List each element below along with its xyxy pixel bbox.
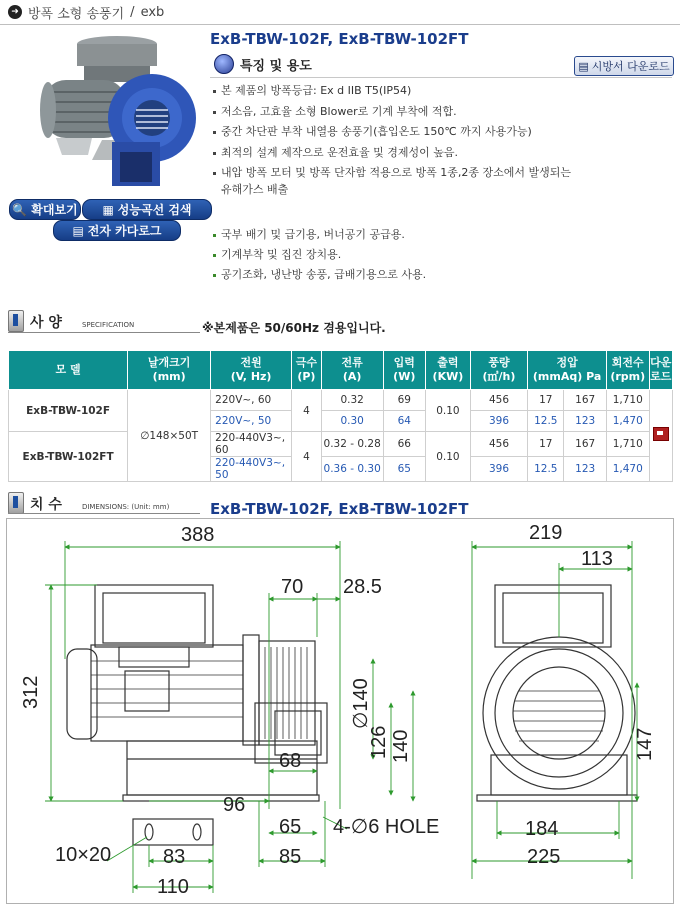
poles-cell: 4 xyxy=(292,390,322,432)
section-icon xyxy=(8,492,24,514)
header-rpm: 회전수 (rpm) xyxy=(606,351,649,390)
product-title: ExB-TBW-102F, ExB-TBW-102FT xyxy=(210,30,469,48)
pa-cell: 123 xyxy=(564,457,607,482)
mmaq-cell: 12.5 xyxy=(528,457,564,482)
feature-item: 최적의 설계 제작으로 운전효율 및 경제성이 높음. xyxy=(213,146,458,160)
header-model: 모 델 xyxy=(9,351,128,390)
header-poles: 극수 (P) xyxy=(292,351,322,390)
input-cell: 66 xyxy=(383,432,426,457)
power-cell: 220-440V3~, 50 xyxy=(211,457,292,482)
dim-68: 68 xyxy=(279,750,302,772)
breadcrumb-separator: / xyxy=(130,4,135,20)
use-item: 기계부착 및 집진 장치용. xyxy=(213,248,341,262)
power-cell: 220V~, 50 xyxy=(211,411,292,432)
side-view-outline xyxy=(477,585,637,801)
spec-table xyxy=(8,350,673,482)
dimension-drawing-panel xyxy=(6,518,674,904)
performance-curve-button[interactable] xyxy=(82,199,212,220)
table-row xyxy=(9,390,673,411)
rpm-cell: 1,710 xyxy=(606,432,649,457)
header-static-pressure: 정압 (mmAq) Pa xyxy=(528,351,607,390)
header-download: 다운 로드 xyxy=(649,351,672,390)
use-item: 국부 배기 및 급기용, 버너공기 공급용. xyxy=(213,228,405,242)
feature-bullet-icon xyxy=(214,54,234,74)
feature-item: 저소음, 고효율 소형 Blower로 기계 부착에 적합. xyxy=(213,105,457,119)
dim-overall-width: 388 xyxy=(181,524,215,546)
current-cell: 0.32 - 0.28 xyxy=(321,432,383,457)
dim-height: 312 xyxy=(20,675,42,709)
rpm-cell: 1,470 xyxy=(606,411,649,432)
dim-96: 96 xyxy=(223,794,246,816)
arrow-circle-icon: ➜ xyxy=(8,5,22,19)
current-cell: 0.30 xyxy=(321,411,383,432)
dim-184: 184 xyxy=(525,818,559,840)
pa-cell: 123 xyxy=(564,411,607,432)
dim-70: 70 xyxy=(281,576,304,598)
pa-cell: 167 xyxy=(564,390,607,411)
front-view-outline xyxy=(67,585,327,845)
spec-download-label: 시방서 다운로드 xyxy=(591,60,670,73)
mmaq-cell: 17 xyxy=(528,432,564,457)
dimensions-model-title: ExB-TBW-102F, ExB-TBW-102FT xyxy=(210,500,469,518)
dim-126: 126 xyxy=(368,725,390,759)
use-item: 공기조화, 냉난방 송풍, 급배기용으로 사용. xyxy=(213,268,426,282)
dimension-drawing xyxy=(7,519,673,903)
table-row xyxy=(9,432,673,457)
download-cell xyxy=(649,390,672,482)
breadcrumb-code: exb xyxy=(140,4,165,20)
spec-download-button[interactable] xyxy=(574,56,674,76)
zoom-label: 확대보기 xyxy=(31,203,78,217)
mmaq-cell: 17 xyxy=(528,390,564,411)
spec-header-row xyxy=(9,351,673,390)
spec-subtitle: SPECIFICATION xyxy=(81,321,135,329)
feature-item: 내압 방폭 모터 및 방폭 단자함 적용으로 방폭 1종,2종 장소에서 발생되는 xyxy=(213,166,571,180)
spec-title: 사 양 xyxy=(30,315,62,331)
dim-65: 65 xyxy=(279,816,302,838)
frequency-note: ※본제품은 50/60Hz 겸용입니다. xyxy=(202,321,386,335)
dimension-labels xyxy=(20,522,656,898)
features-heading-text: 특징 및 용도 xyxy=(240,58,312,74)
header-divider xyxy=(0,24,680,25)
features-divider xyxy=(210,77,672,78)
power-cell: 220-440V3~, 60 xyxy=(211,432,292,457)
output-cell: 0.10 xyxy=(426,390,471,432)
output-cell: 0.10 xyxy=(426,432,471,482)
header-output: 출력 (KW) xyxy=(426,351,471,390)
breadcrumb xyxy=(8,4,164,20)
feature-item: 본 제품의 방폭등급: Ex d IIB T5(IP54) xyxy=(213,84,411,98)
poles-cell: 4 xyxy=(292,432,322,482)
product-photo xyxy=(32,30,202,195)
document-icon: ▤ xyxy=(578,59,589,73)
header-impeller: 날개크기 (mm) xyxy=(128,351,211,390)
pa-cell: 167 xyxy=(564,432,607,457)
performance-label: 성능곡선 검색 xyxy=(117,203,192,217)
model-cell: ExB-TBW-102F xyxy=(9,390,128,432)
e-catalog-button[interactable] xyxy=(53,220,181,241)
current-cell: 0.36 - 0.30 xyxy=(321,457,383,482)
dim-83: 83 xyxy=(163,846,186,868)
input-cell: 64 xyxy=(383,411,426,432)
header-flow: 풍량 (㎥/h) xyxy=(470,351,527,390)
dim-dia140: ∅140 xyxy=(350,678,372,729)
dimensions-title: 치 수 xyxy=(30,497,62,513)
dimensions-subtitle: DIMENSIONS: (Unit: mm) xyxy=(81,503,170,511)
feature-item-continuation: 유해가스 배출 xyxy=(221,183,289,196)
header-current: 전류 (A) xyxy=(321,351,383,390)
flow-cell: 456 xyxy=(470,432,527,457)
input-cell: 69 xyxy=(383,390,426,411)
flow-cell: 396 xyxy=(470,411,527,432)
dim-225: 225 xyxy=(527,846,561,868)
dim-140: 140 xyxy=(390,729,412,763)
mmaq-cell: 12.5 xyxy=(528,411,564,432)
input-cell: 65 xyxy=(383,457,426,482)
feature-item: 중간 차단판 부착 내열용 송풍기(흡입온도 150℃ 까지 사용가능) xyxy=(213,125,532,139)
zoom-button[interactable] xyxy=(9,199,81,220)
flow-cell: 396 xyxy=(470,457,527,482)
chart-icon: ▦ xyxy=(102,202,114,217)
catalog-label: 전자 카다로그 xyxy=(87,224,162,238)
dim-side-width: 219 xyxy=(529,522,563,544)
download-icon[interactable] xyxy=(653,427,669,441)
magnifier-icon: 🔍 xyxy=(12,202,28,217)
section-icon xyxy=(8,310,24,332)
rpm-cell: 1,710 xyxy=(606,390,649,411)
dim-slot: 10×20 xyxy=(55,844,112,866)
breadcrumb-category[interactable]: 방폭 소형 송풍기 xyxy=(28,6,125,22)
dim-side-147: 147 xyxy=(634,727,656,761)
model-cell: ExB-TBW-102FT xyxy=(9,432,128,482)
current-cell: 0.32 xyxy=(321,390,383,411)
dim-holes: 4-∅6 HOLE xyxy=(333,816,440,838)
dim-side-half: 113 xyxy=(581,548,613,570)
dimensions-section-header xyxy=(8,492,169,514)
dim-28-5: 28.5 xyxy=(343,576,382,598)
book-icon: ▤ xyxy=(72,223,84,238)
power-cell: 220V~, 60 xyxy=(211,390,292,411)
dim-110: 110 xyxy=(157,876,189,898)
header-power: 전원 (V, Hz) xyxy=(211,351,292,390)
flow-cell: 456 xyxy=(470,390,527,411)
spec-section-header xyxy=(8,310,134,332)
dim-85: 85 xyxy=(279,846,302,868)
header-input: 입력 (W) xyxy=(383,351,426,390)
impeller-cell: ∅148×50T xyxy=(128,390,211,482)
spec-divider xyxy=(8,332,200,333)
features-heading xyxy=(214,54,312,74)
dimensions-divider xyxy=(8,513,200,514)
rpm-cell: 1,470 xyxy=(606,457,649,482)
